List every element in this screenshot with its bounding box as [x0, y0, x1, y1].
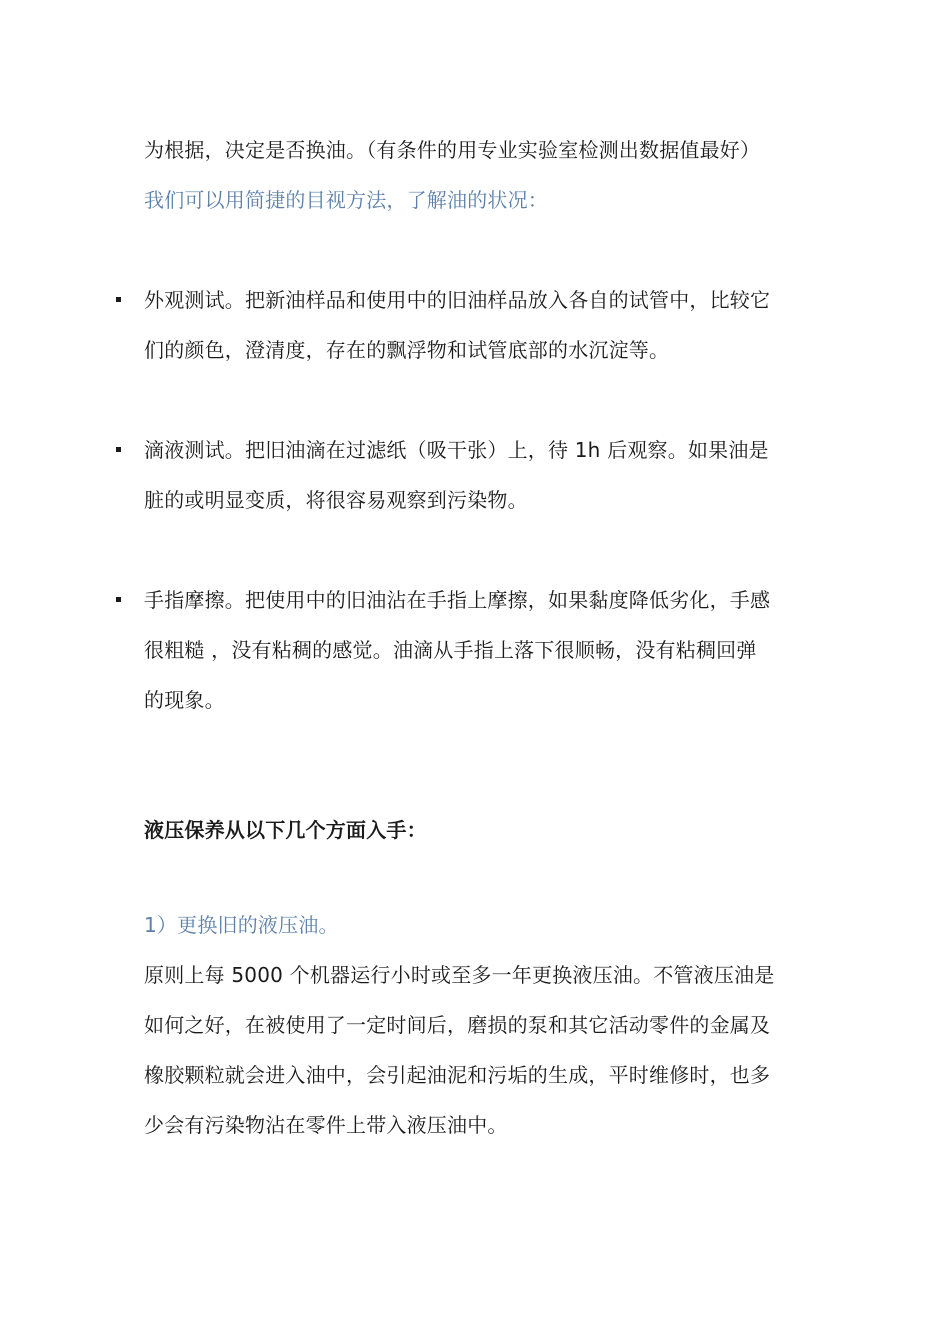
method-3-line-3: 的现象。	[144, 688, 225, 712]
method-2-line-2: 脏的或明显变质，将很容易观察到污染物。	[144, 488, 528, 512]
item-1-line-2: 如何之好，在被使用了一定时间后，磨损的泵和其它活动零件的金属及	[144, 1013, 771, 1037]
intro-line-2: 我们可以用简捷的目视方法，了解油的状况：	[144, 188, 548, 212]
section-heading: 液压保养从以下几个方面入手：	[144, 818, 427, 842]
bullet-icon	[116, 597, 121, 602]
method-3-line-2: 很粗糙 ，没有粘稠的感觉。油滴从手指上落下很顺畅，没有粘稠回弹	[144, 638, 757, 662]
method-3-line-1: 手指摩擦。把使用中的旧油沾在手指上摩擦，如果黏度降低劣化，手感	[144, 588, 771, 612]
item-1-title: 1）更换旧的液压油。	[144, 913, 339, 937]
method-1-line-2: 们的颜色，澄清度，存在的飘浮物和试管底部的水沉淀等。	[144, 338, 670, 362]
intro-line-1: 为根据，决定是否换油。（有条件的用专业实验室检测出数据值最好）	[144, 138, 761, 162]
item-1-line-4: 少会有污染物沾在零件上带入液压油中。	[144, 1113, 508, 1137]
method-2-line-1: 滴液测试。把旧油滴在过滤纸（吸干张）上，待 1h 后观察。如果油是	[144, 438, 769, 462]
method-1-line-1: 外观测试。把新油样品和使用中的旧油样品放入各自的试管中，比较它	[144, 288, 771, 312]
bullet-icon	[116, 297, 121, 302]
item-1-line-3: 橡胶颗粒就会进入油中，会引起油泥和污垢的生成，平时维修时，也多	[144, 1063, 771, 1087]
item-1-line-1: 原则上每 5000 个机器运行小时或至多一年更换液压油。不管液压油是	[144, 963, 775, 987]
bullet-icon	[116, 447, 121, 452]
